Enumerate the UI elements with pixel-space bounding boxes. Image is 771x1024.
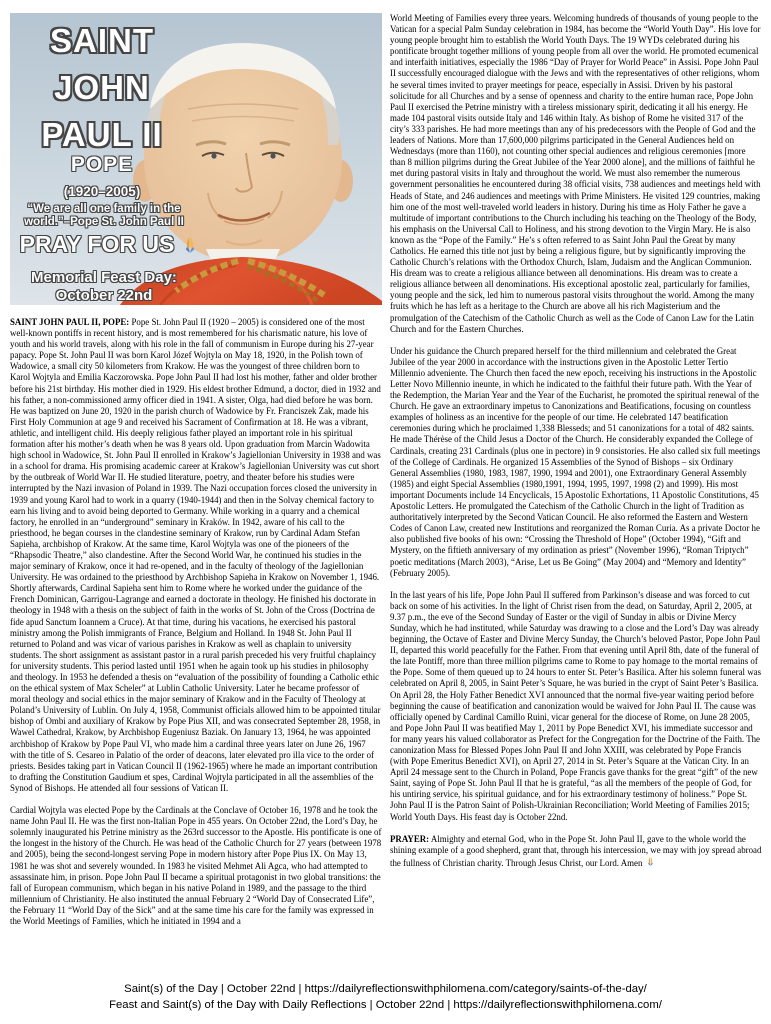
article-paragraph: [10, 317, 382, 794]
poster-title: [16, 17, 188, 158]
poster-years: (1920–2005): [63, 184, 141, 199]
article-paragraph: [390, 590, 762, 823]
paragraph-text: Cardial Wojtyla was elected Pope by the Cardinals at the Conclave of October 16, 1978 and he took the name John Paul II. He was the first non-Italian Pope in 455 years. On October 22nd, the Lord’s Day, he solemnly inaugurated his Petrine ministry as the 263rd successor to the Apostle. His pontificate is one of the longest in the history of the Church. He was head of the Catholic Church for 27 years (between 1978 and 2005), being the second-longest serving Pope in modern history after Pope Pius IX. On May 13, 1981 he was shot and severely wounded. In 1983 he visited Mehmet Ali Agca, who had attempted to assassinate him, in prison. Pope John Paul II became a spiritual protagonist in two global transitions: the fall of European communism, which began in his native Poland in 1989, and the passage to the third millennium of Christianity. He also instituted the annual February 2 “World Day of Consecrated Life”, the February 11 “World Day of the Sick” and at the same time his care for the family was expressed in the World Meetings of Families, which he initiated in 1994 and a: [10, 805, 382, 926]
poster-pray: [12, 231, 208, 258]
right-column: [390, 13, 762, 938]
saint-poster: [10, 13, 382, 305]
article-paragraph: [390, 346, 762, 579]
poster-title-line: SAINT: [50, 22, 154, 59]
poster-memorial-line: Memorial Feast Day:: [31, 269, 177, 286]
poster-title-line: JOHN: [54, 69, 150, 106]
paragraph-lead: PRAYER:: [390, 833, 430, 844]
article-paragraph prayer-paragraph: [390, 834, 762, 869]
article-paragraph: [390, 13, 762, 335]
poster-memorial: [10, 269, 198, 304]
paragraph-text: World Meeting of Families every three years. Welcoming hundreds of thousands of young people to the Vatican for a special Palm Sunday celebration in 1984, has become the “World Youth Day”. His love for young people brought him to establish the World Youth Days. The 19 WYDs celebrated during his pontificate brought together millions of young people from all over the world. He promoted ecumenical and interfaith initiatives, especially the 1986 “Day of Prayer for World Peace” in Assisi. Pope John Paul II successfully encouraged dialogue with the Jews and with the representatives of other religions, whom he several times invited to prayer meetings for peace, especially in Assisi. Driven by his pastoral solicitude for all Churches and by a sense of openness and charity to the entire human race, Pope John Paul II exercised the Petrine ministry with a tireless missionary spirit, dedicating it all his energy. He made 104 pastoral visits outside Italy and 146 within Italy. As bishop of Rome he visited 317 of the city’s 333 parishes. He had more meetings than any of his predecessors with the People of God and the leaders of Nations. More than 17,600,000 pilgrims participated in the General Audiences held on Wednesdays (more than 1160), not counting other special audiences and religious ceremonies [more than 8 million pilgrims during the Great Jubilee of the Year 2000 alone], and the millions of faithful he met during pastoral visits in Italy and throughout the world. We must also remember the numerous government personalities he encountered during 38 official visits, 738 audiences and meetings held with Heads of State, and 246 audiences and meetings with Prime Ministers. He visited 129 countries, making him one of the most well-traveled world leaders in history. During his time as Holy Father he gave a multitude of important contributions to the Church including his teaching on the Theology of the Body, his emphasis on the Universal Call to Holiness, and his strong devotion to the Virgin Mary. He is also known as the “Pope of the Family.” He’s s often referred to as Saint John Paul the Great by many Catholics. He earned this title not just by being a religious figure, but by significantly improving the Catholic Church’s relations with the Orthodox Church, Islam, Judaism and the Anglican Communion. His dream was to create a religious alliance between all denominations. His dream was to create a religious alliance between all denominations. His exceptional apostolic zeal, particularly for families, young people and the sick, led him to numerous pastoral visits throughout the world. Among the many fruits which he has left as a heritage to the Church are above all his rich Magisterium and the promulgation of the Catechism of the Catholic Church as well as the Code of Canon Law for the Latin Church and for the Eastern Churches.: [390, 13, 761, 334]
praying-hands-icon: [180, 235, 200, 255]
poster-subtitle: POPE: [70, 153, 134, 176]
paragraph-text: Almighty and eternal God, who in the Pope St. John Paul II, gave to the whole world the shining example of a good shepherd, grant that, through his intercession, we may with joy spread abroad the fullness of Christian charity. Through Jesus Christ, our Lord. Amen: [390, 833, 762, 868]
footer-line-saints-of-the-day: Saint(s) of the Day | October 22nd | https://dailyreflectionswithphilomena.com/category/saints-of-the-day/: [124, 983, 647, 995]
footer: [0, 982, 771, 1013]
paragraph-text: Under his guidance the Church prepared herself for the third millennium and celebrated the Great Jubilee of the year 2000 in accordance with the instructions given in the Apostolic Letter Tertio Millennio adveniente. The Church then faced the new epoch, receiving his instructions in the Apostolic Letter Novo Millennio ineunte, in which he indicated to the faithful their future path. With the Year of the Redemption, the Marian Year and the Year of the Eucharist, he promoted the spiritual renewal of the Church. He gave an extraordinary impetus to Canonizations and Beatifications, focusing on countless examples of holiness as an incentive for the people of our time. He celebrated 147 beatification ceremonies during which he proclaimed 1,338 Blesseds; and 51 canonizations for a total of 482 saints. He made Thérèse of the Child Jesus a Doctor of the Church. He considerably expanded the College of Cardinals, creating 231 Cardinals (plus one in pectore) in 9 consistories. He also called six full meetings of the College of Cardinals. He organized 15 Assemblies of the Synod of Bishops – six Ordinary General Assemblies (1980, 1983, 1987, 1990, 1994 and 2001), one Extraordinary General Assembly (1985) and eight Special Assemblies (1980,1991, 1994, 1995, 1997, 1998 (2) and 1999). His most important Documents include 14 Encyclicals, 15 Apostolic Exhortations, 11 Apostolic Constitutions, 45 Apostolic Letters. He promulgated the Catechism of the Catholic Church in the light of Tradition as authoritatively interpreted by the Second Vatican Council. He also reformed the Eastern and Western Codes of Canon Law, created new Institutions and reorganized the Roman Curia. As a private Doctor he also published five books of his own: “Crossing the Threshold of Hope” (October 1994), “Gift and Mystery, on the fiftieth anniversary of my ordination as priest” (November 1996), “Roman Triptych” poetic meditations (March 2003), “Arise, Let us Be Going” (May 2004) and “Memory and Identity” (February 2005).: [390, 345, 761, 578]
poster-memorial-line: October 22nd: [55, 286, 153, 304]
two-column-article: [10, 13, 762, 938]
praying-hands-icon: [645, 856, 656, 867]
poster-pray-label: PRAY FOR US: [19, 231, 175, 258]
paragraph-text: Pope St. John Paul II (1920 – 2005) is considered one of the most well-known pontiffs in recent history, and is most remembered for his charismatic nature, his love of youth and his world travels, along with his role in the fall of communism in Europe during his 27-year papacy. Pope St. John Paul II was born Karol Józef Wojtyla on May 18, 1920, in the Polish town of Wadowice, a small city 50 kilometers from Krakow. He was the youngest of three children born to Karol Wojtyla and Emilia Kaczorowska. Pope John Paul II had lost his mother, father and older brother before his 21st birthday. His mother died in 1929. His eldest brother Edmund, a doctor, died in 1932 and his father, a non-commissioned army officer died in 1941. A sister, Olga, had died before he was born. He was baptized on June 20, 1920 in the parish church of Wadowice by Fr. Franciszek Zak, made his First Holy Communion at age 9 and received his Sacrament of Confirmation at 18. He was a vibrant, athletic, and intelligent child. His deeply religious father played an important role in his spiritual formation after his mother’s death when he was 8 years old. Upon graduation from Marcin Wadowita high school in Wadowice, St. John Paul II enrolled in Krakow’s Jagiellonian University in 1938 and was in a school for drama. His promising academic career at Krakow’s Jagiellonian University was cut short by the outbreak of World War II. He studied literature, poetry, and theater before his studies were interrupted by the Nazi invasion of Poland in 1939. The Nazi occupation forces closed the university in 1939 and young Karol had to work in a quarry (1940-1944) and then in the Solvay chemical factory to earn his living and to avoid being deported to Germany. While working in a quarry and a chemical factory, he enrolled in an “underground” seminary in Kraków. In 1942, aware of his call to the priesthood, he began courses in the clandestine seminary of Krakow, run by Cardinal Adam Stefan Sapieha, archbishop of Krakow. At the same time, Karol Wojtyla was one of the pioneers of the “Rhapsodic Theatre,” also clandestine. After the Second World War, he continued his studies in the major seminary of Krakow, once it had re-opened, and in the faculty of theology of the Jagiellonian University. He was ordained to the priesthood by Archbishop Sapieha in Krakow on November 1, 1946. Shortly afterwards, Cardinal Sapieha sent him to Rome where he worked under the guidance of the French Dominican, Garrigou-Lagrange and earned a doctorate in theology. He finished his doctorate in theology in 1948 with a thesis on the subject of faith in the works of St. John of the Cross (Doctrina de fide apud Sanctum Ioannem a Cruce). At that time, during his vacations, he exercised his pastoral ministry among the Polish immigrants of France, Belgium and Holland. In 1948 St. John Paul II returned to Poland and was vicar of various parishes in Krakow as well as chaplain to university students. The short assignment as assistant pastor in a rural parish preceded his very fruitful chaplaincy for university students. This period lasted until 1951 when he again took up his studies in philosophy and theology. In 1953 he defended a thesis on “evaluation of the possibility of founding a Catholic ethic on the ethical system of Max Scheler” at Lublin Catholic University. Later he became professor of moral theology and social ethics in the major seminary of Krakow and in the Faculty of Theology at Poland’s University of Lublin. On July 4, 1958, Communist officials allowed him to be appointed titular bishop of Ombi and auxiliary of Krakow by Pope Pius XII, and was consecrated September 28, 1958, in Wawel Cathedral, Krakow, by Archbishop Eugeniusz Baziak. On January 13, 1964, he was appointed archbishop of Krakow by Pope Paul VI, who made him a cardinal three years later on June 26, 1967 with the title of S. Cesareo in Palatio of the order of deacons, later elevated pro illa vice to the order of priests. Besides taking part in Vatican Council II (1962-1965) where he made an important contribution to drafting the Constitution Gaudium et spes, Cardinal Wojtyla participated in all the assemblies of the Synod of Bishops. He attended all four sessions of Vatican II.: [10, 317, 381, 793]
footer-line-feast-and-saints: Feast and Saint(s) of the Day with Daily Reflections | October 22nd | https://dailyreflectionswithphilomena.com/: [109, 998, 662, 1011]
poster-title-line: PAUL II: [41, 116, 163, 153]
poster-quote: “We are all one family in the world.”–Pope St. John Paul II: [24, 203, 184, 228]
paragraph-lead: SAINT JOHN PAUL II, POPE:: [10, 317, 130, 327]
left-column: [10, 13, 382, 938]
article-paragraph: [10, 805, 382, 927]
paragraph-text: In the last years of his life, Pope John Paul II suffered from Parkinson’s disease and was forced to cut back on some of his activities. In the light of Christ risen from the dead, on Saturday, April 2, 2005, at 9.37 p.m., the eve of the Second Sunday of Easter or the vigil of Sunday in albis or Divine Mercy Sunday, which he had instituted, while Saturday was drawing to a close and the Lord’s Day was already beginning, the Octave of Easter and Divine Mercy Sunday, the Church’s beloved Pastor, Pope John Paul II, departed this world peacefully for the Father. From that evening until April 8th, date of the funeral of the late Pontiff, more than three million pilgrims came to Rome to pay homage to the mortal remains of the Pope. Some of them queued up to 24 hours to enter St. Peter’s Basilica. After his solemn funeral was celebrated on April 8, 2005, in Saint Peter’s Square, he was buried in the crypt of Saint Peter’s Basilica. On April 28, the Holy Father Benedict XVI announced that the normal five-year waiting period before beginning the cause of beatification and canonization would be waived for John Paul II. The cause was officially opened by Cardinal Camillo Ruini, vicar general for the diocese of Rome, on June 28 2005, and Pope John Paul II was beatified May 1, 2011 by Pope Benedict XVI, his immediate successor and for many years his valued collaborator as Prefect for the Congregation for the Doctrine of the Faith. The canonization Mass for Blessed Popes John Paul II and John XXIII, was celebrated by Pope Francis (with Pope Emeritus Benedict XVI), on April 27, 2014 in St. Peter’s Square at the Vatican City. In an April 24 message sent to the Church in Poland, Pope Francis gave thanks for the great “gift” of the new Saint, saying of Pope St. John Paul II that he is grateful, “as all the members of the people of God, for his untiring service, his spiritual guidance, and for his extraordinary testimony of holiness.” Pope St. John Paul II is the Patron Saint of Polish-Ukrainian Reconciliation; World Meeting of Families 2015; World Youth Days. His feast day is October 22nd.: [390, 589, 762, 822]
